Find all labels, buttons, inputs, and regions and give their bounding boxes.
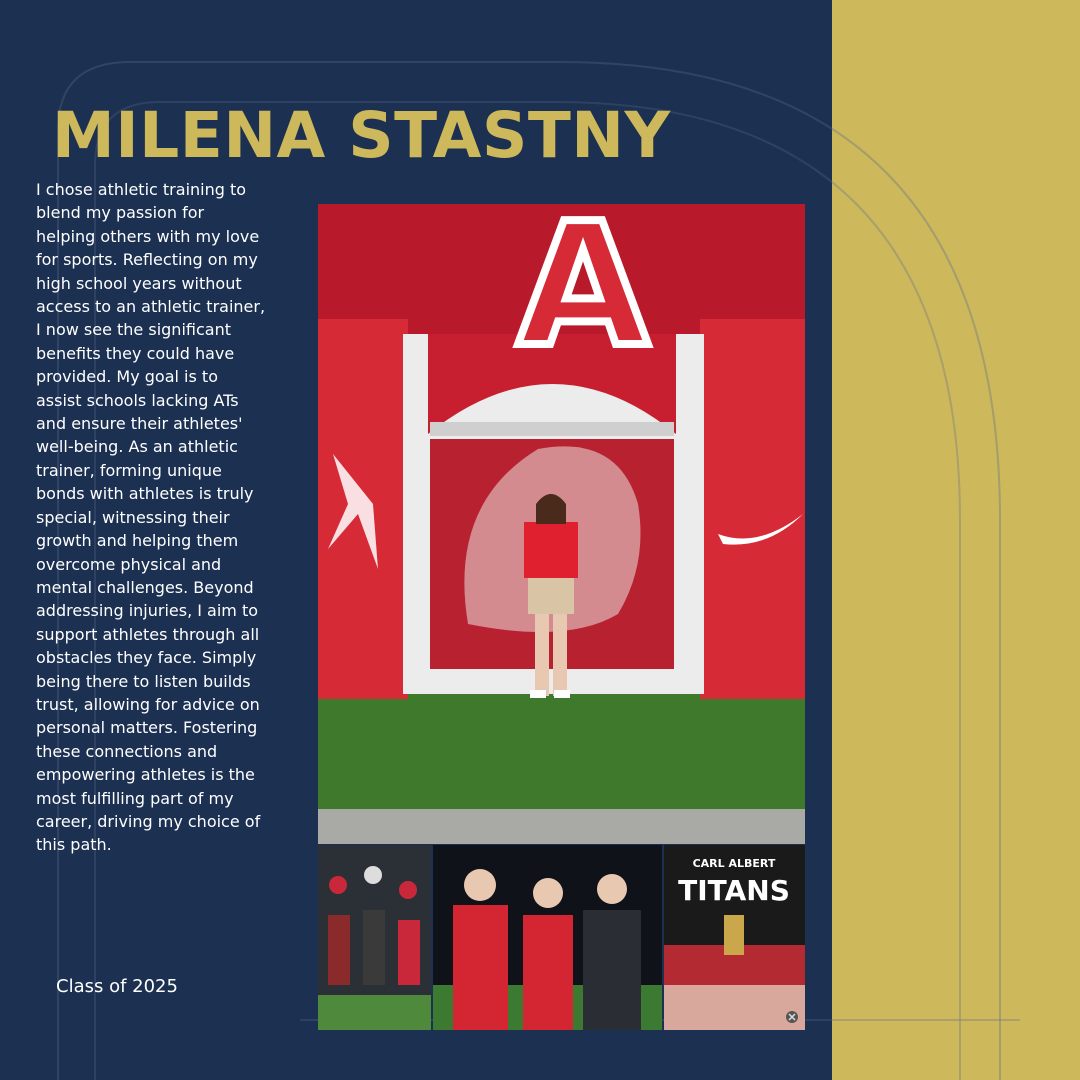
- arch-letter: A: [517, 204, 649, 385]
- banner-line2: TITANS: [678, 874, 790, 907]
- main-photo: [318, 204, 805, 844]
- page-title: MILENA STASTNY: [52, 99, 671, 172]
- thumbnail-trophy: [664, 845, 805, 1030]
- class-year: Class of 2025: [56, 976, 178, 997]
- bio-text: I chose athletic training to blend my passion for helping others with my love for sports. Reflecting on my high school years without access to an athletic trainer, I now see the significant benefits they could have provided. My goal is to assist schools lacking ATs and ensure their athletes' well-being. As an athletic trainer, forming unique bonds with athletes is truly special, witnessing their growth and helping them overcome physical and mental challenges. Beyond addressing injuries, I aim to support athletes through all obstacles they face. Simply being there to listen builds trust, allowing for advice on personal matters. Fostering these connections and empowering athletes is the most fulfilling part of my career, driving my choice of this path.: [36, 180, 266, 855]
- thumbnail-crowd: [318, 845, 431, 1030]
- thumbnail-group: [433, 845, 662, 1030]
- gold-side-band: [832, 0, 1080, 1080]
- banner-line1: CARL ALBERT: [692, 857, 776, 870]
